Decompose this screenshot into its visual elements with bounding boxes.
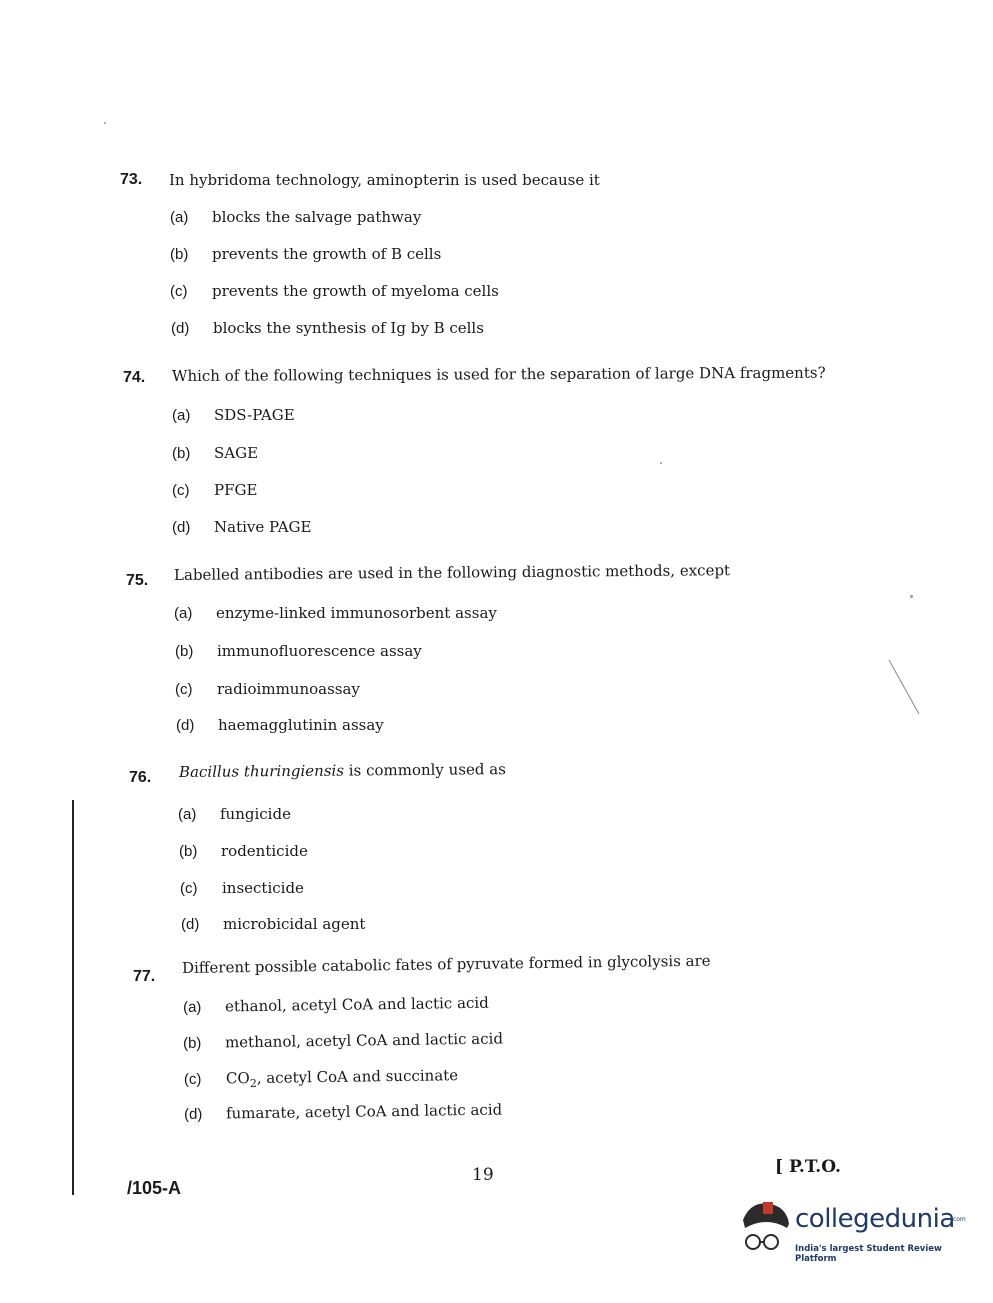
option-a: (a) SDS-PAGE — [172, 406, 295, 424]
option-a: (a) fungicide — [178, 805, 291, 823]
option-d: (d) blocks the synthesis of Ig by B cells — [171, 319, 484, 337]
option-b: (b) methanol, acetyl CoA and lactic acid — [182, 1029, 504, 1052]
scan-speck — [660, 462, 662, 464]
option-c: (c) prevents the growth of myeloma cells — [170, 282, 499, 300]
option-d: (d) Native PAGE — [172, 518, 312, 536]
mascot-icon — [737, 1198, 793, 1256]
paper-code: /105-A — [127, 1178, 182, 1198]
pto-marker: [ P.T.O. — [775, 1157, 841, 1177]
option-b: (b) immunofluorescence assay — [175, 642, 422, 660]
option-a: (a) enzyme-linked immunosorbent assay — [174, 604, 497, 622]
question-text: Bacillus thuringiensis is commonly used as — [178, 760, 506, 781]
option-d: (d) microbicidal agent — [181, 915, 366, 933]
page-number: 19 — [472, 1165, 494, 1185]
option-b: (b) rodenticide — [179, 842, 308, 860]
question-text: Labelled antibodies are used in the following diagnostic methods, except — [173, 561, 731, 584]
question-number: 74. — [123, 369, 146, 386]
question-text: Which of the following techniques is used for the separation of large DNA fragments? — [171, 363, 826, 385]
option-c: (c) $CO_2$, acetyl CoA and succinate — [183, 1066, 459, 1091]
option-b: (b) SAGE — [172, 444, 259, 462]
question-number: 77. — [133, 968, 156, 985]
scan-margin-line — [72, 800, 74, 1195]
option-b: (b) prevents the growth of B cells — [170, 245, 442, 263]
question-number: 76. — [129, 769, 152, 786]
option-c: (c) PFGE — [172, 481, 258, 499]
logo-domain: .com — [951, 1216, 966, 1223]
collegedunia-logo — [737, 1198, 966, 1264]
option-a: (a) blocks the salvage pathway — [170, 208, 422, 226]
option-c: (c) insecticide — [180, 879, 304, 897]
question-text: In hybridoma technology, aminopterin is used because it — [169, 171, 600, 189]
option-d: (d) haemagglutinin assay — [176, 716, 384, 734]
question-text: Different possible catabolic fates of pyruvate formed in glycolysis are — [181, 951, 711, 977]
scan-speck — [910, 595, 913, 598]
question-number: 75. — [126, 572, 149, 589]
option-d: (d) fumarate, acetyl CoA and lactic acid — [183, 1100, 503, 1123]
scan-speck — [104, 122, 106, 124]
logo-tagline: India's largest Student Review Platform — [795, 1244, 942, 1264]
option-c: (c) radioimmunoassay — [175, 680, 360, 698]
option-a: (a) ethanol, acetyl CoA and lactic acid — [182, 993, 489, 1016]
scan-mark — [885, 640, 925, 720]
logo-wordmark: collegedunia — [795, 1204, 955, 1234]
question-number: 73. — [120, 171, 143, 188]
